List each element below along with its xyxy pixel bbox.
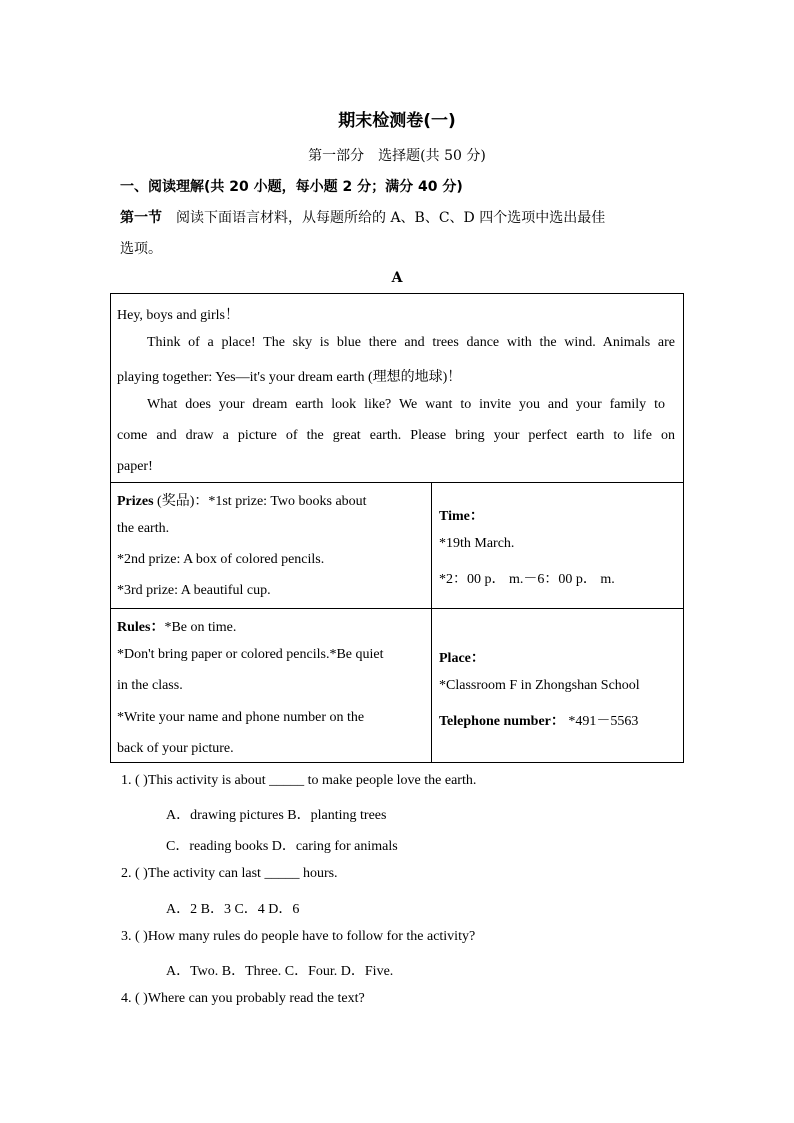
rule-three-cont: back of your picture.	[117, 741, 234, 756]
notice-table	[110, 293, 684, 763]
notice-para2-line2: come and draw a picture of the great earth. Please bring your perfect earth to life on	[117, 428, 675, 443]
rule-one: *Be on time.	[164, 620, 237, 635]
instruction-text: 阅读下面语言材料，从每题所给的 A、B、C、D 四个选项中选出最佳	[176, 210, 606, 226]
prizes-time-row	[111, 482, 683, 609]
question-2-stem: 2. ( )The activity can last _____ hours.	[121, 866, 338, 881]
question-1-options-c-d: C．reading books D．caring for animals	[166, 839, 398, 854]
time-hours: *2：00 p． m.－6：00 p． m.	[439, 572, 615, 587]
phone-line	[439, 710, 638, 730]
rules-place-row	[111, 608, 683, 762]
prizes-line-1	[117, 490, 367, 510]
place-value: *Classroom F in Zhongshan School	[439, 678, 640, 693]
instruction-line-1	[120, 207, 605, 227]
question-1-stem: 1. ( )This activity is about _____ to make people love the earth.	[121, 773, 477, 788]
notice-greeting: Hey, boys and girls！	[117, 308, 239, 323]
instruction-label: 第一节	[120, 210, 162, 226]
notice-para2-line3: paper!	[117, 459, 153, 474]
prizes-label: Prizes	[117, 494, 154, 509]
rules-label: Rules：	[117, 620, 165, 635]
part-heading: 第一部分 选择题(共 50 分)	[308, 148, 486, 164]
passage-letter: A	[391, 270, 403, 286]
notice-para2-line1: What does your dream earth look like? We want to invite you and your family to	[147, 397, 665, 412]
prizes-cn: (奖品)：	[153, 494, 209, 509]
rule-three: *Write your name and phone number on the	[117, 710, 365, 725]
prize-first-cont: the earth.	[117, 521, 170, 536]
rules-line-1	[117, 616, 236, 636]
prize-third: *3rd prize: A beautiful cup.	[117, 583, 271, 598]
prize-second: *2nd prize: A box of colored pencils.	[117, 552, 325, 567]
phone-value: *491－5563	[568, 714, 639, 729]
section-heading: 一、阅读理解(共 20 小题，每小题 2 分；满分 40 分)	[120, 179, 463, 195]
column-divider	[431, 482, 432, 762]
instruction-line-2: 选项。	[120, 241, 162, 257]
question-1-options-a-b: A．drawing pictures B．planting trees	[166, 808, 387, 823]
place-label: Place：	[439, 651, 485, 666]
question-3-stem: 3. ( )How many rules do people have to follow for the activity?	[121, 929, 476, 944]
phone-label: Telephone number：	[439, 714, 565, 729]
question-2-options: A．2 B．3 C．4 D．6	[166, 902, 300, 917]
prize-first: *1st prize: Two books about	[208, 494, 367, 509]
exam-title: 期末检测卷(一)	[338, 111, 456, 131]
question-4-stem: 4. ( )Where can you probably read the text?	[121, 991, 365, 1006]
time-label: Time：	[439, 509, 484, 524]
notice-para1-line1: Think of a place! The sky is blue there and trees dance with the wind. Animals are	[147, 335, 675, 350]
rule-two: *Don't bring paper or colored pencils.*Be quiet	[117, 647, 384, 662]
question-3-options: A．Two. B．Three. C．Four. D．Five.	[166, 964, 394, 979]
notice-para1-line2: playing together: Yes—it's your dream earth (理想的地球)！	[117, 370, 462, 385]
time-date: *19th March.	[439, 536, 515, 551]
notice-intro-cell	[111, 294, 683, 483]
rule-two-cont: in the class.	[117, 678, 183, 693]
